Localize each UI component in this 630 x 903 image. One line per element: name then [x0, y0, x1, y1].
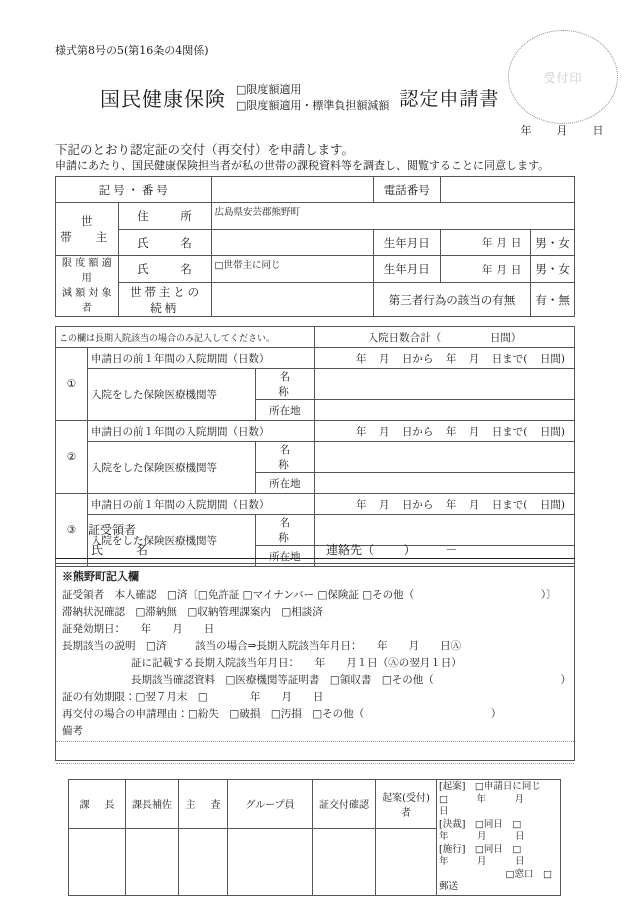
label-kigou-bangou: 記号・番号 [56, 177, 212, 203]
approval-note-shikou[interactable]: [施行] □同日 □ 年 月 日 [439, 843, 550, 868]
reissue-end: ） [490, 708, 502, 720]
label-period-3: 申請日の前１年間の入院期間（日数） [88, 494, 315, 515]
total-days-text: 入院日数合計（ [367, 331, 442, 344]
checkbox-gendogaku-futan[interactable]: □限度額適用・標準負担額減額 [236, 98, 390, 112]
period2-days: 日間) [539, 425, 565, 438]
receiver-title: 証受領者 [88, 523, 137, 537]
label-institution-3: 入院をした保険医療機関等 [88, 515, 256, 567]
table-row [56, 327, 575, 348]
cell-issue-confirm[interactable] [313, 828, 376, 895]
period3-day-to: 日まで( [491, 498, 528, 511]
total-days-unit: 日間） [489, 331, 522, 344]
period2-day-to: 日まで( [491, 425, 528, 438]
remarks-line-1[interactable] [56, 741, 574, 761]
period2-year-from: 年 [356, 425, 367, 438]
receipt-stamp-date [508, 122, 616, 138]
label-inst-name-1: 名 称 [255, 369, 314, 400]
label-reduction-target [56, 256, 119, 317]
table-row [69, 780, 561, 829]
label-inst-addr-2: 所在地 [255, 473, 314, 494]
period3-day-from: 日から [401, 498, 434, 511]
lead-text-primary: 下記のとおり認定証の交付（再交付）を申請します。 [55, 142, 355, 157]
period3-year-from: 年 [356, 498, 367, 511]
period1-year-from: 年 [356, 352, 367, 365]
label-householder: 世 帯 主 [56, 203, 119, 256]
municipal-remarks-label: 備考 [62, 725, 83, 737]
label-householder-name: 氏 名 [118, 230, 211, 256]
table-row [56, 494, 575, 515]
title-main: 国民健康保険 [100, 87, 226, 112]
label-period-1: 申請日の前１年間の入院期間（日数） [88, 348, 315, 369]
approval-note-kian[interactable]: [起案] □申請日に同じ □ 年 月 日 [439, 781, 553, 818]
table-row [56, 177, 575, 203]
field-target-name[interactable]: □世帯主に同じ [211, 256, 373, 283]
contact-open: 連絡先（ [326, 543, 375, 557]
checkbox-gendogaku[interactable]: □限度額適用 [236, 83, 302, 96]
label-institution-1: 入院をした保険医療機関等 [88, 369, 256, 421]
label-householder-birth: 生年月日 [373, 230, 440, 256]
label-total-days [315, 327, 575, 348]
stamp-month-label: 月 [556, 124, 568, 137]
form-title [100, 82, 520, 114]
label-period-2: 申請日の前１年間の入院期間（日数） [88, 421, 315, 442]
lead-text-consent: 申請にあたり、国民健康保険担当者が私の世帯の課税資料等を調査し、閲覧することに同意します。 [55, 159, 550, 172]
approval-table [68, 779, 561, 896]
approval-note-delivery[interactable]: □窓口 □郵送 [439, 868, 552, 893]
label-relation: 世帯主との続柄 [118, 283, 211, 317]
hospital-row-number-3: ③ [56, 494, 88, 567]
period3-month-from: 月 [378, 498, 390, 511]
period1-day-from: 日から [401, 352, 434, 365]
field-period-1[interactable] [315, 348, 575, 369]
field-target-birth[interactable] [440, 256, 531, 283]
label-inst-addr-1: 所在地 [255, 400, 314, 421]
col-header-shusa: 主 査 [179, 780, 228, 829]
contact-close: ） [403, 543, 416, 557]
col-header-kacho-hosa: 課長補佐 [126, 780, 179, 829]
municipal-validity-line[interactable]: 証の有効期限：□翌７月末 □ 年 月 日 [62, 691, 324, 703]
title-tail: 認定申請書 [399, 88, 500, 111]
cell-shusa[interactable] [179, 828, 228, 895]
period2-year-to: 年 [445, 425, 457, 438]
title-checkboxes [236, 82, 389, 114]
table-row [56, 203, 575, 230]
label-target-birth: 生年月日 [373, 256, 440, 283]
birth-year-label: 年 [481, 237, 493, 249]
approval-note-kessai[interactable]: [決裁] □同日 □ 年 月 日 [439, 818, 550, 843]
receipt-stamp-circle [508, 30, 618, 124]
approval-right-notes[interactable] [437, 780, 561, 896]
longterm-docs-text[interactable]: 長期該当確認資料 □医療機関等証明書 □領収書 □その他（ [131, 674, 434, 686]
period3-month-to: 月 [468, 498, 480, 511]
hospital-row-number-1: ① [56, 348, 88, 421]
field-period-2[interactable] [315, 421, 575, 442]
field-address[interactable]: 広島県安芸郡熊野町 [211, 203, 574, 230]
field-inst-name-2[interactable] [315, 442, 575, 473]
municipal-effective-date-line[interactable]: 証発効期日： 年 月 日 [62, 623, 215, 635]
field-householder-birth[interactable] [440, 230, 531, 256]
field-kigou-bangou[interactable] [211, 177, 373, 203]
longterm-if-applicable[interactable]: 該当の場合⇒長期入院該当年月日： 年 月 日Ⓐ [195, 640, 462, 652]
birth-month-label: 月 [496, 237, 507, 249]
label-receiver-name: 氏 名 [91, 543, 152, 557]
period1-day-to: 日まで( [491, 352, 528, 365]
table-row [56, 230, 575, 256]
period2-day-from: 日から [401, 425, 434, 438]
cell-kacho[interactable] [69, 828, 126, 895]
cell-group-member[interactable] [228, 828, 313, 895]
label-address: 住 所 [118, 203, 211, 230]
hospital-note: この欄は長期入院該当の場合のみ記入してください。 [56, 327, 315, 348]
period3-year-to: 年 [445, 498, 457, 511]
field-phone[interactable] [440, 177, 574, 203]
municipal-longterm-cert-line[interactable]: 証に記載する長期入院該当年月日： 年 月１日（Ⓐの翌月１日） [131, 657, 462, 669]
col-header-drafter: 起案(受付)者 [376, 780, 437, 829]
label-reduction-line1: 限 度 額 適 用 [62, 258, 112, 284]
period1-days: 日間) [539, 352, 565, 365]
label-institution-2: 入院をした保険医療機関等 [88, 442, 256, 494]
municipal-entry-box [55, 563, 575, 761]
reissue-text[interactable]: 再交付の場合の申請理由：□紛失 □破損 □汚損 □その他（ [62, 708, 365, 720]
period2-month-from: 月 [378, 425, 390, 438]
receipt-stamp-label: 受付印 [543, 70, 583, 85]
stamp-day-label: 日 [592, 124, 604, 137]
target-birth-day-label: 日 [510, 263, 522, 276]
birth-day-label: 日 [510, 237, 522, 249]
municipal-reissue-line [56, 705, 574, 722]
col-header-kacho: 課 長 [69, 780, 126, 829]
table-row [56, 283, 575, 317]
period2-month-to: 月 [468, 425, 480, 438]
municipal-heading: ※熊野町記入欄 [62, 570, 139, 583]
municipal-arrears-line[interactable]: 滞納状況確認 □滞納無 □収納管理課案内 □相談済 [62, 606, 323, 618]
longterm-docs-end: ） [560, 674, 571, 686]
form-code: 様式第8号の5(第16条の4関係) [55, 44, 209, 57]
label-inst-addr-3: 所在地 [255, 546, 314, 567]
field-inst-addr-2[interactable] [315, 473, 575, 494]
period3-days: 日間) [539, 498, 565, 511]
municipal-longterm-docs-line [56, 671, 574, 688]
hospital-row-number-2: ② [56, 421, 88, 494]
label-third-party: 第三者行為の該当の有無 [373, 283, 531, 317]
col-header-group-member: グループ員 [228, 780, 313, 829]
field-third-party[interactable]: 有・無 [531, 283, 575, 317]
label-inst-name-2: 名 称 [255, 442, 314, 473]
label-inst-name-3: 名 称 [255, 515, 314, 546]
label-phone: 電話番号 [373, 177, 440, 203]
label-receiver-contact [326, 541, 457, 558]
cell-drafter[interactable] [376, 828, 437, 895]
stamp-year-label: 年 [520, 124, 532, 137]
label-target-name: 氏 名 [118, 256, 211, 283]
field-target-gender[interactable]: 男・女 [531, 256, 575, 283]
longterm-explain[interactable]: 長期該当の説明 □済 [62, 640, 167, 652]
table-row [56, 442, 575, 473]
municipal-longterm-line [56, 637, 574, 654]
contact-dash: － [445, 543, 458, 557]
field-inst-addr-1[interactable] [315, 400, 575, 421]
table-row [56, 348, 575, 369]
col-header-issue-confirm: 証交付確認 [313, 780, 376, 829]
period1-month-from: 月 [378, 352, 390, 365]
identity-text[interactable]: 証受領者 本人確認 □済〔□免許証 □マイナンバー □保険証 □その他（ [62, 589, 415, 601]
field-relation[interactable] [211, 283, 373, 317]
municipal-identity-line [56, 586, 574, 603]
field-householder-name[interactable] [211, 230, 373, 256]
field-householder-gender[interactable]: 男・女 [531, 230, 575, 256]
period1-month-to: 月 [468, 352, 480, 365]
cell-kacho-hosa[interactable] [126, 828, 179, 895]
receiver-row [55, 538, 575, 559]
table-row [56, 421, 575, 442]
table-row [56, 256, 575, 283]
identity-text-end: ）〕 [540, 589, 557, 601]
table-row [56, 369, 575, 400]
period1-year-to: 年 [445, 352, 457, 365]
target-birth-year-label: 年 [481, 263, 493, 276]
field-period-3[interactable] [315, 494, 575, 515]
label-reduction-line2: 減 額 対 象 者 [62, 288, 112, 314]
target-birth-month-label: 月 [496, 263, 507, 276]
applicant-info-table [55, 176, 575, 317]
field-inst-name-1[interactable] [315, 369, 575, 400]
